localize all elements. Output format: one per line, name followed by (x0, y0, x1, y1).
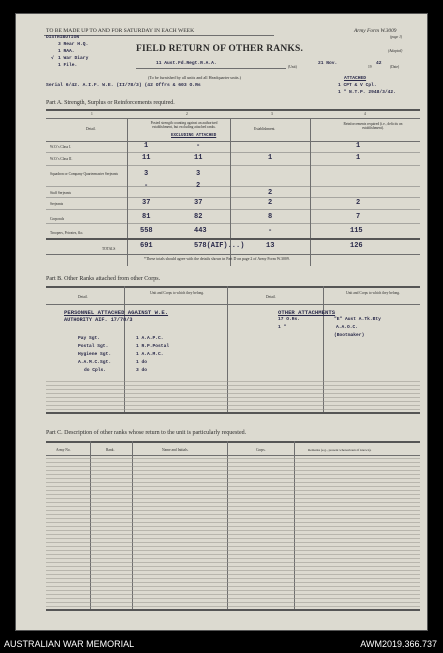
part-b-header-rule (46, 304, 420, 305)
part-b-left-row-2-unit: 1 R.P.Postal (136, 344, 170, 349)
part-a-totals-surplus: 13 (266, 242, 275, 250)
part-a-row-1-reinf: 1 (356, 142, 361, 150)
attached-label: ATTACHED (344, 76, 367, 81)
part-b-left-row-4-unit: 1 do (136, 360, 148, 365)
part-a-row-2-detail: W.O.'s Class II. (50, 157, 73, 161)
footer-institution: AUSTRALIAN WAR MEMORIAL (4, 639, 135, 649)
part-a-row-rule-1 (46, 152, 420, 153)
form-sheet (16, 14, 427, 630)
part-b-col-unit-left: Unit and Corps to which they belong. (150, 291, 204, 295)
unit-value: 11 Aust.Fd.Regt.R.A.A. (156, 61, 217, 66)
part-a-row-6-reinf: 7 (356, 213, 361, 221)
part-b-left-sub: AUTHORITY AIF. 17/78/3 (64, 317, 133, 323)
part-b-left-row-1-unit: 1 A.A.P.C. (136, 336, 164, 341)
part-a-row-2-surplus: 1 (268, 154, 273, 162)
part-b-right-row-2-unit: A.A.O.C. (336, 325, 359, 330)
date-label: (Date) (390, 65, 400, 69)
part-a-row-4-detail: Staff Serjeants (50, 191, 71, 195)
part-a-row-1-estab: 1 (144, 142, 149, 150)
part-a-totals-reinf: 126 (350, 242, 363, 250)
tick-mark: √ (51, 56, 54, 61)
attached-line-1: 1 CPT & V Cpl. (338, 83, 377, 88)
part-a-totals-posted: 578(AIF)...) (194, 242, 245, 250)
part-a-row-7-reinf: 115 (350, 227, 363, 235)
part-b-left-row-2-detail: Postal Sgt. (78, 344, 109, 349)
part-a-bottom-rule (46, 254, 420, 255)
part-a-row-2-estab: 11 (142, 154, 151, 162)
distribution-line-4: 1 File. (58, 63, 78, 68)
part-b-top-rule (46, 286, 420, 288)
distribution-line-3: 1 War Diary (58, 56, 89, 61)
part-a-heading: Part A. Strength, Surplus or Reinforcements required. (46, 100, 175, 106)
form-ref: Army Form W.3009 (354, 28, 397, 34)
adapted-label: (Adapted) (388, 49, 403, 53)
part-a-row-7-surplus: - (268, 227, 273, 235)
part-a-row-3-posted: 3 (196, 170, 201, 178)
part-b-left-row-5-unit: 3 do (136, 368, 148, 373)
part-a-col-establishment: Establishment. (254, 127, 276, 131)
part-a-totals-rule (46, 238, 420, 240)
part-a-row-5-estab: 37 (142, 199, 151, 207)
part-a-row-rule-2 (46, 165, 420, 166)
part-a-row-5-posted: 37 (194, 199, 203, 207)
part-a-col-reinf: Reinforcements required (i.e., deficits on establishment). (343, 122, 403, 131)
part-a-col-num-2: 2 (186, 112, 188, 116)
part-b-left-title: PERSONNEL ATTACHED AGAINST W.E. (64, 309, 169, 316)
archive-footer (0, 636, 443, 653)
date-value: 21 Nov. (318, 61, 338, 66)
part-c-bottom-rule (46, 609, 420, 611)
part-c-col-name: Name and Initials. (162, 448, 189, 452)
part-b-left-row-3-unit: 1 A.A.M.C. (136, 352, 164, 357)
form-title: FIELD RETURN OF OTHER RANKS. (136, 44, 304, 54)
part-a-row-6-posted: 82 (194, 213, 203, 221)
part-a-row-7-posted: 443 (194, 227, 207, 235)
footer-accession: AWM2019.366.737 (360, 639, 437, 649)
part-b-blank-rows (46, 380, 420, 410)
part-a-row-3-detail: Squadron or Company Quartermaster Serjeants (50, 172, 119, 176)
part-a-col-detail: Detail. (86, 127, 96, 131)
distribution-line-2: 1 RAA. (58, 49, 75, 54)
serial-line: Serial 6/42. A.I.F. W.E. (II/78/3) (42 Offrs & 603 O.Rs (46, 83, 201, 88)
part-b-col-detail-right: Detail. (266, 295, 276, 299)
part-a-footnote: *These totals should agree with the details shown in Part D on page 2 of Army Form W.3009. (144, 257, 290, 261)
part-a-col-posted: Posted strength counting against an authorised establishment, but excluding attached ranks. (150, 121, 218, 130)
part-a-row-rule-3 (46, 186, 420, 187)
part-c-col-army-no: Army No. (56, 448, 71, 452)
part-a-col-num-3: 3 (271, 112, 273, 116)
furnished-note: (To be furnished by all units and all Headquarter units.) (148, 75, 241, 80)
part-c-col-corps: Corps. (256, 448, 266, 452)
part-b-left-row-3-detail: Hygiene Sgt. (78, 352, 112, 357)
part-a-num-rule (46, 118, 420, 119)
part-a-row-4-estab: - (144, 182, 149, 190)
part-a-row-7-detail: Troopers, Privates, &c. (50, 231, 84, 235)
part-b-left-row-4-detail: A.A.M.C.Sgt. (78, 360, 112, 365)
part-a-row-1-detail: W.O.'s Class I. (50, 145, 72, 149)
page-ref: (page 1) (390, 35, 403, 39)
part-b-col-unit-right: Unit and Corps to which they belong. (346, 291, 400, 295)
part-a-totals-label: TOTALS (102, 247, 116, 251)
distribution-line-1: 3 Rear H.Q. (58, 42, 89, 47)
part-c-heading: Part C. Description of other ranks whose return to the unit is particularly requested. (46, 430, 247, 436)
unit-rule (136, 68, 286, 69)
part-b-left-row-5-detail: do Cpls. (84, 368, 107, 373)
part-c-col-remarks: Remarks (e.g., present whereabouts if known). (308, 448, 372, 452)
part-b-bottom-rule (46, 412, 420, 414)
part-a-vline-3 (310, 118, 311, 266)
part-a-row-4-surplus: 2 (268, 189, 273, 197)
part-b-col-detail-left: Detail. (78, 295, 88, 299)
part-a-row-7-estab: 558 (140, 227, 153, 235)
unit-label: (Unit) (288, 65, 297, 69)
year-value: 42 (376, 61, 382, 66)
part-b-right-row-2-detail: 1 " (278, 325, 287, 330)
part-c-header-rule (46, 455, 420, 456)
part-a-row-4-posted: 2 (196, 182, 201, 190)
part-c-blank-rows (46, 457, 420, 607)
part-a-row-rule-6 (46, 223, 420, 224)
part-a-row-3-estab: 3 (144, 170, 149, 178)
part-c-top-rule (46, 441, 420, 443)
part-a-row-6-surplus: 8 (268, 213, 273, 221)
part-b-right-row-1-unit: "E" Aust A.Tk.Bty (334, 317, 381, 322)
part-a-row-5-reinf: 2 (356, 199, 361, 207)
part-a-row-2-posted: 11 (194, 154, 203, 162)
part-b-right-row-3-unit: (Bootmaker) (334, 333, 365, 338)
part-a-row-1-posted: - (196, 142, 201, 150)
part-b-heading: Part B. Other Ranks attached from other Corps. (46, 276, 161, 282)
part-c-col-rank: Rank. (106, 448, 115, 452)
part-a-row-5-detail: Serjeants (50, 202, 64, 206)
part-a-vline-1 (127, 118, 128, 266)
top-notice: TO BE MADE UP TO AND FOR SATURDAY IN EACH WEEK (46, 28, 195, 34)
part-a-header-rule (46, 141, 420, 142)
part-a-row-rule-4 (46, 197, 420, 198)
part-b-left-row-1-detail: Pay Sgt. (78, 336, 101, 341)
distribution-label: DISTRIBUTION (46, 35, 80, 40)
part-a-row-6-detail: Corporals (50, 217, 65, 221)
part-a-row-5-surplus: 2 (268, 199, 273, 207)
part-a-col-posted-typed: EXCLUDING ATTACHED (171, 134, 217, 138)
year-prefix: 19 (368, 65, 372, 69)
part-a-top-rule (46, 109, 420, 111)
part-a-col-num-1: 1 (91, 112, 93, 116)
part-a-row-rule-5 (46, 209, 420, 210)
part-a-totals-estab: 691 (140, 242, 153, 250)
part-a-row-2-reinf: 1 (356, 154, 361, 162)
part-b-right-row-1-detail: 17 O.Rs. (278, 317, 301, 322)
part-a-row-6-estab: 81 (142, 213, 151, 221)
attached-line-2: 1 " N.T.P. 2948/3/42. (338, 90, 396, 95)
part-a-col-num-4: 4 (364, 112, 366, 116)
part-b-right-title: OTHER ATTACHMENTS (278, 309, 336, 316)
